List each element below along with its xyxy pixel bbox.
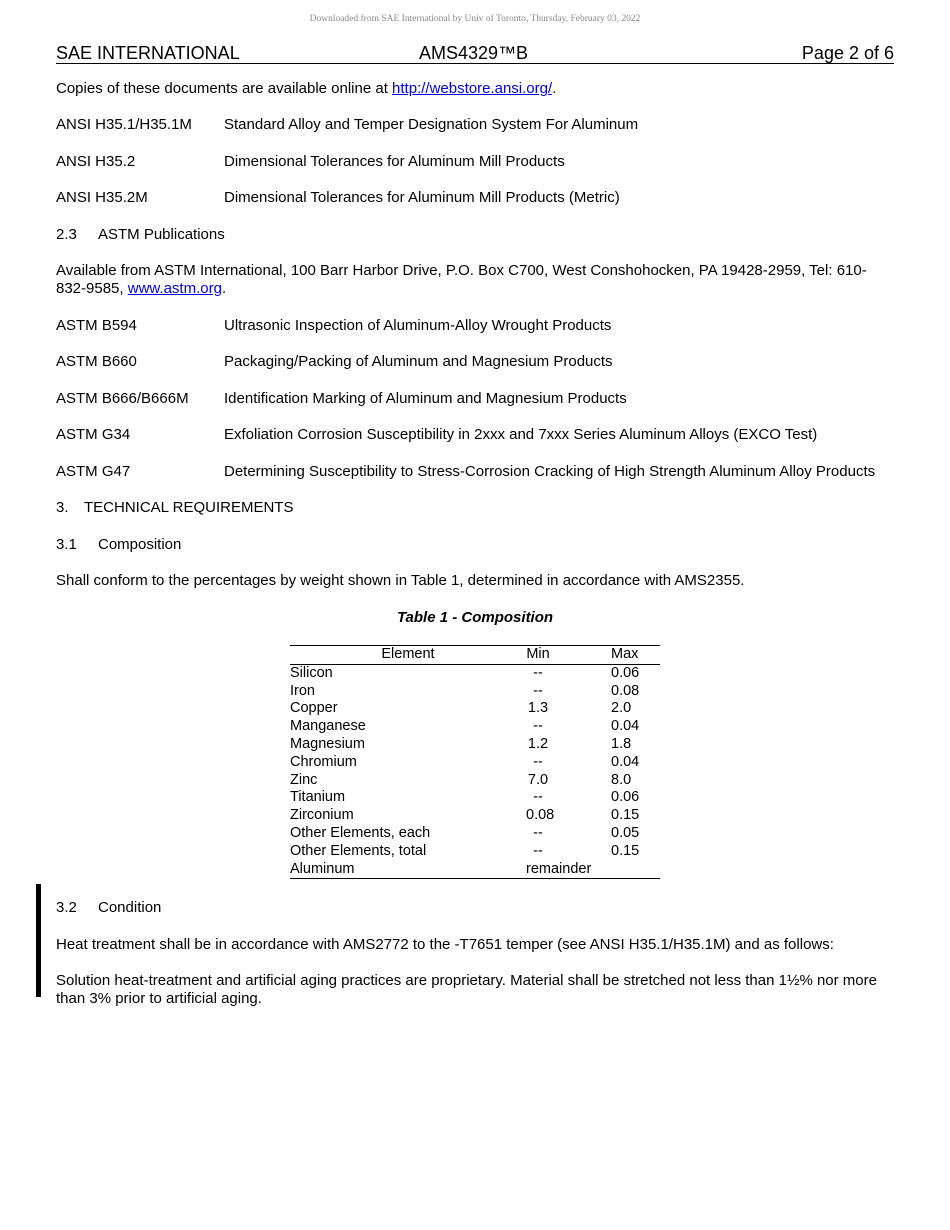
table-row xyxy=(290,700,660,718)
ref-title: Dimensional Tolerances for Aluminum Mill Products (Metric) xyxy=(224,189,620,206)
astm-availability-end: . xyxy=(221,280,227,297)
section-number: 3. xyxy=(56,499,69,516)
cell-min-wrap xyxy=(526,825,611,843)
cell-min-wrap xyxy=(526,664,611,682)
section-number: 3.1 xyxy=(56,536,77,553)
ref-code: ANSI H35.2M xyxy=(56,189,148,206)
column-header-min xyxy=(526,646,611,665)
cell-min: 1.3 xyxy=(527,700,549,717)
cell-min: 0.08 xyxy=(526,807,555,824)
cell-element: Copper xyxy=(290,700,338,717)
cell-element: Titanium xyxy=(290,789,346,806)
cell-element: Aluminum xyxy=(290,861,526,879)
ref-row xyxy=(56,116,638,134)
ref-title: Packaging/Packing of Aluminum and Magnesium Products xyxy=(224,353,613,370)
cell-min: 7.0 xyxy=(527,771,549,788)
composition-table-body xyxy=(290,664,660,879)
cell-element: Iron xyxy=(290,682,315,699)
revision-change-bar xyxy=(36,884,41,997)
cell-element: Other Elements, each xyxy=(290,824,431,841)
header-org: SAE INTERNATIONAL xyxy=(56,43,240,63)
ref-row xyxy=(56,390,627,408)
column-header-element: Element xyxy=(290,646,526,665)
cell-element: Zinc xyxy=(290,771,318,788)
section-number: 3.2 xyxy=(56,899,77,916)
cell-max: 0.04 xyxy=(611,753,640,770)
table-header-row xyxy=(290,646,660,665)
ref-row xyxy=(56,426,817,444)
ansi-copies-end: . xyxy=(552,80,557,97)
table-row xyxy=(290,736,660,754)
section-heading-condition xyxy=(56,899,161,917)
table-row xyxy=(290,807,660,825)
cell-element: Silicon xyxy=(290,664,333,681)
cell-max: 0.15 xyxy=(611,842,640,859)
ansi-copies-line xyxy=(56,80,556,98)
table-row xyxy=(290,718,660,736)
ref-title: Dimensional Tolerances for Aluminum Mill Products xyxy=(224,153,565,170)
ref-row xyxy=(56,353,613,371)
cell-max: 0.06 xyxy=(611,664,640,681)
astm-website-link[interactable]: www.astm.org xyxy=(127,280,222,297)
cell-min: -- xyxy=(533,824,543,841)
condition-paragraph-1: Heat treatment shall be in accordance with AMS2772 to the -T7651 temper (see ANSI H35.1/H35.1M) and as follows: xyxy=(56,936,834,953)
cell-min-wrap xyxy=(526,754,611,772)
page-header xyxy=(56,43,894,64)
cell-max: 2.0 xyxy=(611,700,632,717)
ref-row xyxy=(56,463,875,481)
cell-max: 0.04 xyxy=(611,718,640,735)
ref-code: ASTM B594 xyxy=(56,317,137,334)
astm-availability-paragraph xyxy=(56,262,896,298)
cell-max: 8.0 xyxy=(611,771,632,788)
cell-min-wrap xyxy=(526,772,611,790)
section-heading-composition xyxy=(56,536,181,554)
column-header-max: Max xyxy=(611,646,660,665)
cell-remainder: remainder xyxy=(526,861,660,879)
cell-min-wrap xyxy=(526,843,611,861)
cell-min: 1.2 xyxy=(527,735,549,752)
cell-max: 0.06 xyxy=(611,789,640,806)
cell-min-wrap xyxy=(526,683,611,701)
cell-min: -- xyxy=(533,718,543,735)
cell-min: -- xyxy=(533,753,543,770)
cell-max: 1.8 xyxy=(611,735,632,752)
ref-code: ASTM G47 xyxy=(56,463,131,480)
cell-element: Manganese xyxy=(290,718,366,735)
column-header-min-label: Min xyxy=(526,646,550,662)
ref-row xyxy=(56,317,611,335)
section-title: TECHNICAL REQUIREMENTS xyxy=(84,499,294,516)
section-title: Condition xyxy=(98,899,162,916)
cell-min-wrap xyxy=(526,736,611,754)
header-doc-id: AMS4329™B xyxy=(419,43,529,63)
composition-paragraph: Shall conform to the percentages by weight shown in Table 1, determined in accordance with AMS2355. xyxy=(56,572,745,589)
table-row xyxy=(290,789,660,807)
section-number: 2.3 xyxy=(56,226,77,243)
cell-min-wrap xyxy=(526,718,611,736)
ref-code: ANSI H35.1/H35.1M xyxy=(56,116,192,133)
table-row xyxy=(290,683,660,701)
ref-code: ASTM B660 xyxy=(56,353,137,370)
ref-title: Determining Susceptibility to Stress-Corrosion Cracking of High Strength Aluminum Alloy Products xyxy=(224,463,876,480)
header-page-number: Page 2 of 6 xyxy=(801,43,894,63)
section-title: Composition xyxy=(98,536,182,553)
table-row xyxy=(290,754,660,772)
cell-element: Chromium xyxy=(290,753,357,770)
cell-element: Other Elements, total xyxy=(290,842,427,859)
ref-row xyxy=(56,189,620,207)
ref-title: Exfoliation Corrosion Susceptibility in 2xxx and 7xxx Series Aluminum Alloys (EXCO Test) xyxy=(224,426,818,443)
cell-max: 0.08 xyxy=(611,682,640,699)
table-caption: Table 1 - Composition xyxy=(396,609,554,626)
cell-element: Zirconium xyxy=(290,807,354,824)
ansi-copies-text: Copies of these documents are available online at xyxy=(56,80,393,97)
table-row xyxy=(290,664,660,682)
cell-min-wrap xyxy=(526,807,611,825)
cell-min: -- xyxy=(533,842,543,859)
cell-element: Magnesium xyxy=(290,735,365,752)
astm-availability-text: Available from ASTM International, 100 Barr Harbor Drive, P.O. Box C700, West Conshohocken, PA 19428-2959, Tel: 610-832-9585, xyxy=(56,262,867,297)
ref-code: ASTM B666/B666M xyxy=(56,390,189,407)
section-title: ASTM Publications xyxy=(98,226,225,243)
condition-paragraph-2: Solution heat-treatment and artificial aging practices are proprietary. Material shall be stretched not less than 1½% nor more than 3% prior to artificial aging. xyxy=(56,972,877,1007)
ref-title: Standard Alloy and Temper Designation System For Aluminum xyxy=(224,116,639,133)
cell-min-wrap xyxy=(526,700,611,718)
section-heading-technical-requirements xyxy=(56,499,293,517)
ref-title: Ultrasonic Inspection of Aluminum-Alloy Wrought Products xyxy=(224,317,612,334)
cell-max: 0.15 xyxy=(611,807,640,824)
ref-code: ANSI H35.2 xyxy=(56,153,136,170)
table-row xyxy=(290,843,660,861)
ansi-webstore-link[interactable]: http://webstore.ansi.org/ xyxy=(392,80,553,97)
cell-min: -- xyxy=(533,664,543,681)
section-heading-astm xyxy=(56,226,225,244)
cell-min-wrap xyxy=(526,789,611,807)
table-row xyxy=(290,825,660,843)
ref-row xyxy=(56,153,565,171)
table-row xyxy=(290,772,660,790)
cell-min: -- xyxy=(533,789,543,806)
cell-min: -- xyxy=(533,682,543,699)
download-notice: Downloaded from SAE International by Univ of Toronto, Thursday, February 03, 2022 xyxy=(309,14,641,24)
ref-code: ASTM G34 xyxy=(56,426,131,443)
cell-max: 0.05 xyxy=(611,824,640,841)
ref-title: Identification Marking of Aluminum and Magnesium Products xyxy=(224,390,627,407)
composition-table xyxy=(290,645,660,879)
table-row-remainder xyxy=(290,861,660,879)
